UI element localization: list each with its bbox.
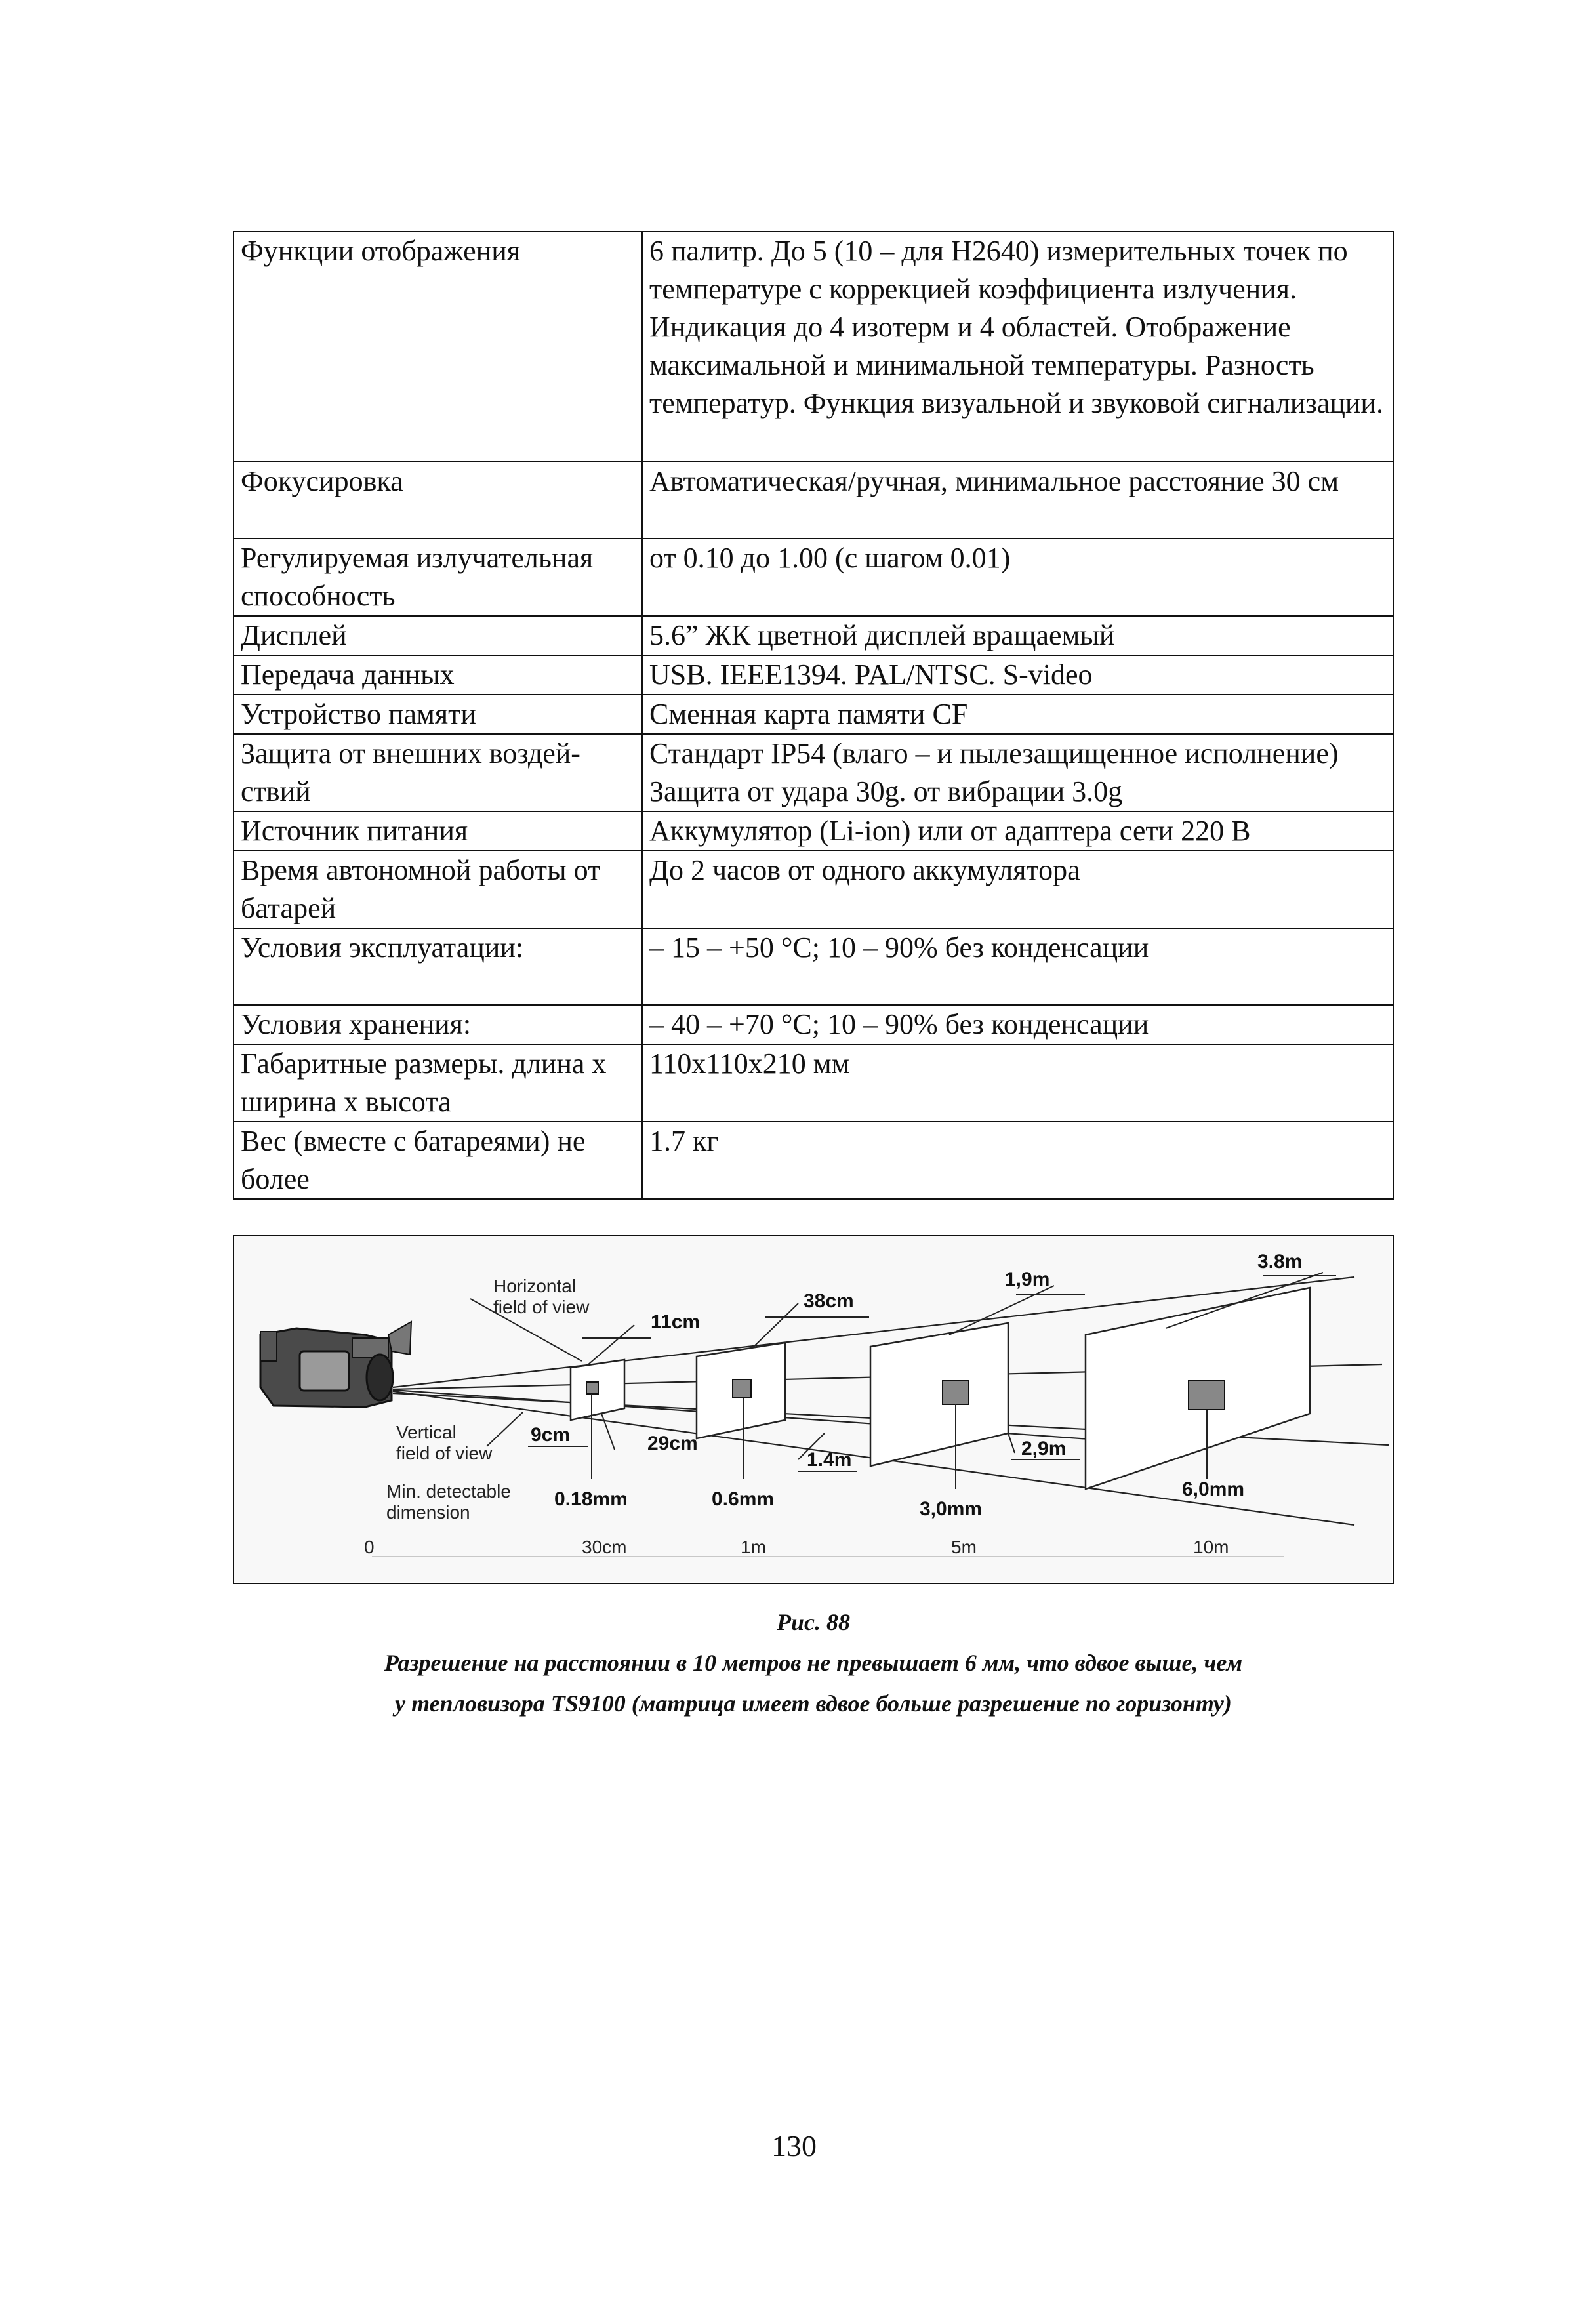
spec-label: Фокусировка xyxy=(234,462,642,539)
spec-label: Устройство памяти xyxy=(234,695,642,734)
spec-value: 110х110х210 мм xyxy=(642,1044,1393,1122)
distance-label: 10m xyxy=(1193,1537,1229,1557)
width-label: 1,9m xyxy=(1005,1269,1050,1290)
min-size-label: 0.18mm xyxy=(554,1488,628,1510)
horizontal-fov-label: Horizontal xyxy=(493,1276,577,1296)
spec-value: 6 палитр. До 5 (10 – для H2640) измерительных точек по температуре с коррекцией коэффициента излучения. Индикация до 4 изотерм и 4 областей. Отображение максимальной и минимальной температуры. Разность температур. Функция визуальной и звуковой сигнализации. xyxy=(642,232,1393,462)
spec-value: USB. IEEE1394. PAL/NTSC. S-video xyxy=(642,655,1393,695)
width-label: 38cm xyxy=(804,1290,854,1312)
distance-label: 0 xyxy=(364,1537,375,1557)
spec-value: До 2 часов от одного аккумулятора xyxy=(642,851,1393,928)
spec-label: Условия эксплуатации: xyxy=(234,928,642,1005)
distance-label: 5m xyxy=(951,1537,977,1557)
spec-label: Время автономной работы от батарей xyxy=(234,851,642,928)
height-label: 2,9m xyxy=(1021,1438,1067,1459)
min-size-label: 0.6mm xyxy=(712,1488,775,1510)
width-label: 3.8m xyxy=(1257,1251,1303,1273)
caption-line: Разрешение на расстоянии в 10 метров не превышает 6 мм, что вдвое выше, чем xyxy=(384,1650,1243,1676)
thermal-camera-icon xyxy=(260,1322,411,1407)
spec-value: Автоматическая/ручная, минимальное расстояние 30 см xyxy=(642,462,1393,539)
figure-number: Рис. 88 xyxy=(777,1609,850,1635)
min-size-label: 3,0mm xyxy=(920,1498,983,1520)
spec-label: Габаритные размеры. длина х ширина х высота xyxy=(234,1044,642,1122)
spec-value: Сменная карта памяти CF xyxy=(642,695,1393,734)
spec-value: – 15 – +50 °С; 10 – 90% без конденсации xyxy=(642,928,1393,1005)
min-dimension-label: dimension xyxy=(386,1502,470,1522)
spec-value: 1.7 кг xyxy=(642,1122,1393,1199)
min-dimension-label: Min. detectable xyxy=(386,1481,511,1501)
horizontal-fov-label: field of view xyxy=(493,1297,590,1317)
table-row xyxy=(234,232,1393,462)
width-label: 11cm xyxy=(651,1311,701,1333)
height-label: 1.4m xyxy=(807,1449,852,1471)
spec-label: Регулируемая излучательная способность xyxy=(234,539,642,616)
table-row xyxy=(234,695,1393,734)
spec-value: 5.6” ЖК цветной дисплей вращаемый xyxy=(642,616,1393,655)
specs-table xyxy=(233,231,1394,1200)
spec-label: Источник питания xyxy=(234,811,642,851)
height-label: 9cm xyxy=(531,1424,571,1446)
spec-label: Передача данных xyxy=(234,655,642,695)
table-row xyxy=(234,928,1393,1005)
vertical-fov-label: field of view xyxy=(396,1443,493,1463)
spec-label: Функции отображения xyxy=(234,232,642,462)
spec-label: Условия хранения: xyxy=(234,1005,642,1044)
caption-line: у тепловизора TS9100 (матрица имеет вдвое больше разрешение по горизонту) xyxy=(395,1690,1232,1717)
distance-label: 1m xyxy=(741,1537,766,1557)
spec-label: Дисплей xyxy=(234,616,642,655)
table-row xyxy=(234,734,1393,811)
table-row xyxy=(234,1122,1393,1199)
height-label: 29cm xyxy=(647,1433,698,1454)
table-row xyxy=(234,851,1393,928)
spec-value: Стандарт IP54 (влаго – и пылезащищенное исполнение) Защита от удара 30g. от вибрации 3.0g xyxy=(642,734,1393,811)
table-row xyxy=(234,655,1393,695)
table-row xyxy=(234,1044,1393,1122)
spec-value: – 40 – +70 °С; 10 – 90% без конденсации xyxy=(642,1005,1393,1044)
table-row xyxy=(234,539,1393,616)
min-size-label: 6,0mm xyxy=(1182,1478,1245,1500)
spec-label: Вес (вместе с батареями) не более xyxy=(234,1122,642,1199)
table-row xyxy=(234,616,1393,655)
spec-label: Защита от внешних воздействий xyxy=(234,734,642,811)
fov-figure xyxy=(233,1235,1394,1584)
distance-label: 30cm xyxy=(582,1537,627,1557)
table-row xyxy=(234,1005,1393,1044)
spec-value: Аккумулятор (Li-ion) или от адаптера сети 220 В xyxy=(642,811,1393,851)
table-row xyxy=(234,811,1393,851)
page-number: 130 xyxy=(771,2129,817,2163)
spec-value: от 0.10 до 1.00 (с шагом 0.01) xyxy=(642,539,1393,616)
fov-diagram xyxy=(234,1236,1392,1582)
vertical-fov-label: Vertical xyxy=(396,1422,457,1442)
table-row xyxy=(234,462,1393,539)
